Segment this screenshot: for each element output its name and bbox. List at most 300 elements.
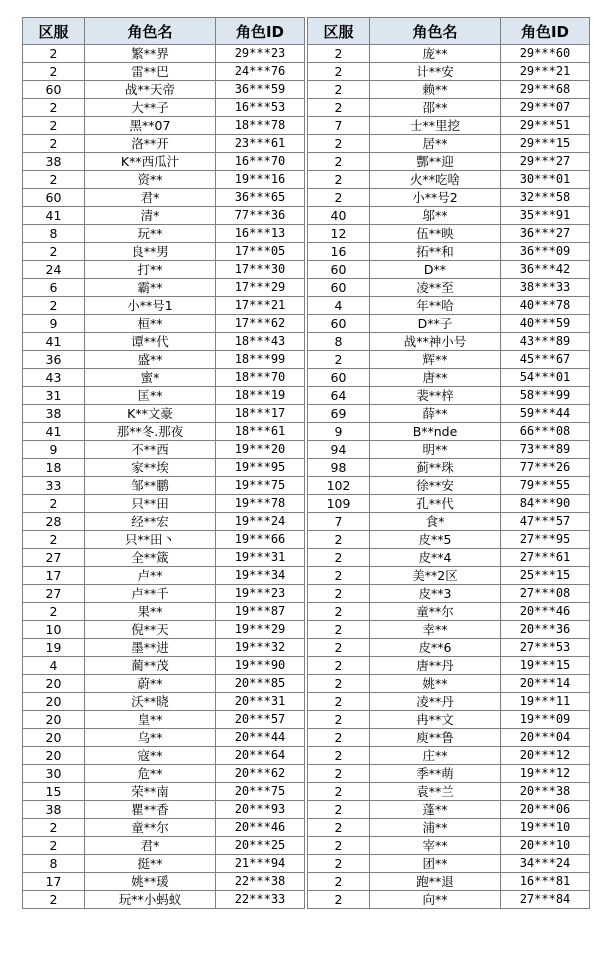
region-cell: 2 [23,45,85,63]
table-row [23,603,305,621]
table-row [308,333,590,351]
table-row [308,459,590,477]
role-name-cell: 幸** [370,621,501,639]
table-row [23,423,305,441]
table-row [23,729,305,747]
role-name-cell: 果** [85,603,216,621]
role-id-cell: 18***43 [216,333,305,351]
region-cell: 2 [308,639,370,657]
role-name-cell: 食* [370,513,501,531]
role-name-cell: 卢**千 [85,585,216,603]
role-name-cell: 经**宏 [85,513,216,531]
role-id-cell: 35***91 [501,207,590,225]
region-cell: 2 [308,171,370,189]
region-cell: 38 [23,801,85,819]
role-id-cell: 29***68 [501,81,590,99]
role-id-cell: 29***23 [216,45,305,63]
region-cell: 2 [23,171,85,189]
table-row [23,117,305,135]
region-cell: 98 [308,459,370,477]
role-name-cell: 居** [370,135,501,153]
region-cell: 40 [308,207,370,225]
role-id-cell: 19***11 [501,693,590,711]
role-id-cell: 19***34 [216,567,305,585]
table-row [308,387,590,405]
role-name-cell: 赖** [370,81,501,99]
table-row [308,171,590,189]
table-row [23,675,305,693]
role-name-cell: 良**男 [85,243,216,261]
role-name-cell: 黑**07 [85,117,216,135]
table-row [308,549,590,567]
role-name-cell: 卢** [85,567,216,585]
role-name-cell: 倪**天 [85,621,216,639]
role-id-cell: 20***36 [501,621,590,639]
region-cell: 28 [23,513,85,531]
region-cell: 33 [23,477,85,495]
table-row [23,639,305,657]
table-row [23,153,305,171]
table-row [308,405,590,423]
region-cell: 20 [23,747,85,765]
region-cell: 27 [23,585,85,603]
table-row [23,693,305,711]
role-id-cell: 16***70 [216,153,305,171]
region-cell: 20 [23,675,85,693]
header-row [23,18,305,45]
role-name-cell: 只**田丶 [85,531,216,549]
role-id-cell: 20***12 [501,747,590,765]
role-name-cell: 乌** [85,729,216,747]
region-cell: 12 [308,225,370,243]
role-name-cell: 雷**巴 [85,63,216,81]
role-name-cell: 清* [85,207,216,225]
role-name-cell: 姚**瑗 [85,873,216,891]
table-row [23,297,305,315]
role-name-cell: 辉** [370,351,501,369]
role-name-cell: 蔚** [85,675,216,693]
header-region: 区服 [23,18,85,45]
role-id-cell: 20***75 [216,783,305,801]
table-row [308,315,590,333]
role-name-cell: 团** [370,855,501,873]
role-name-cell: 君* [85,189,216,207]
region-cell: 9 [308,423,370,441]
role-id-cell: 54***01 [501,369,590,387]
role-id-cell: 36***09 [501,243,590,261]
role-id-cell: 27***53 [501,639,590,657]
region-cell: 2 [23,531,85,549]
role-id-cell: 36***59 [216,81,305,99]
region-cell: 2 [308,189,370,207]
header-row [308,18,590,45]
role-name-cell: 计**安 [370,63,501,81]
region-cell: 2 [308,567,370,585]
table-row [23,891,305,909]
role-id-cell: 77***26 [501,459,590,477]
role-id-cell: 47***57 [501,513,590,531]
role-name-cell: 凌**丹 [370,693,501,711]
role-name-cell: 宰** [370,837,501,855]
role-name-cell: 美**2区 [370,567,501,585]
table-row [308,243,590,261]
header-role-id: 角色ID [501,18,590,45]
region-cell: 60 [23,189,85,207]
table-row [23,765,305,783]
region-cell: 2 [308,873,370,891]
region-cell: 2 [308,657,370,675]
role-id-cell: 16***13 [216,225,305,243]
region-cell: 109 [308,495,370,513]
region-cell: 60 [23,81,85,99]
table-row [23,819,305,837]
table-row [23,567,305,585]
role-name-cell: 庄** [370,747,501,765]
role-name-cell: 酆**迎 [370,153,501,171]
role-name-cell: 火**吃啥 [370,171,501,189]
role-id-cell: 18***78 [216,117,305,135]
role-id-cell: 29***27 [501,153,590,171]
table-row [23,477,305,495]
table-row [23,225,305,243]
role-name-cell: 霸** [85,279,216,297]
role-id-cell: 77***36 [216,207,305,225]
region-cell: 15 [23,783,85,801]
region-cell: 2 [308,837,370,855]
table-row [308,801,590,819]
table-row [23,207,305,225]
table-row [23,171,305,189]
table-row [308,603,590,621]
role-id-cell: 20***25 [216,837,305,855]
region-cell: 7 [308,117,370,135]
role-id-cell: 18***99 [216,351,305,369]
role-name-cell: 孔**代 [370,495,501,513]
role-name-cell: 皇** [85,711,216,729]
role-id-cell: 20***04 [501,729,590,747]
table-row [308,783,590,801]
table-row [308,63,590,81]
region-cell: 41 [23,207,85,225]
role-id-cell: 19***66 [216,531,305,549]
role-name-cell: D** [370,261,501,279]
role-id-cell: 30***01 [501,171,590,189]
region-cell: 2 [308,747,370,765]
role-name-cell: 邹**鹏 [85,477,216,495]
region-cell: 41 [23,423,85,441]
role-name-cell: B**nde [370,423,501,441]
region-cell: 41 [23,333,85,351]
table-row [308,369,590,387]
region-cell: 2 [308,693,370,711]
table-row [308,189,590,207]
role-name-cell: 瞿**香 [85,801,216,819]
role-name-cell: 年**哈 [370,297,501,315]
role-name-cell: 裴**梓 [370,387,501,405]
role-name-cell: 繁**界 [85,45,216,63]
role-name-cell: 蓟**珠 [370,459,501,477]
role-id-cell: 20***85 [216,675,305,693]
table-row [308,639,590,657]
role-name-cell: 唐** [370,369,501,387]
region-cell: 9 [23,441,85,459]
region-cell: 2 [23,297,85,315]
role-id-cell: 19***12 [501,765,590,783]
role-id-cell: 27***95 [501,531,590,549]
region-cell: 2 [308,783,370,801]
role-name-cell: 蔺**茂 [85,657,216,675]
role-name-cell: 君* [85,837,216,855]
role-name-cell: 桓** [85,315,216,333]
table-row [308,225,590,243]
table-row [308,45,590,63]
table-row [308,135,590,153]
region-cell: 18 [23,459,85,477]
role-id-cell: 22***38 [216,873,305,891]
table-row [23,189,305,207]
region-cell: 2 [23,135,85,153]
role-id-cell: 36***27 [501,225,590,243]
table-row [308,693,590,711]
role-id-cell: 29***21 [501,63,590,81]
role-name-cell: 童**尔 [370,603,501,621]
region-cell: 30 [23,765,85,783]
role-id-cell: 19***78 [216,495,305,513]
role-name-cell: 只**田 [85,495,216,513]
role-name-cell: 盛** [85,351,216,369]
table-row [308,729,590,747]
role-id-cell: 40***59 [501,315,590,333]
role-name-cell: 寇** [85,747,216,765]
role-id-cell: 21***94 [216,855,305,873]
table-row [308,423,590,441]
region-cell: 20 [23,711,85,729]
table-row [23,81,305,99]
table-row [23,45,305,63]
region-cell: 24 [23,261,85,279]
table-row [23,549,305,567]
role-name-cell: 小**号1 [85,297,216,315]
table-row [308,351,590,369]
table-row [308,513,590,531]
role-id-cell: 29***07 [501,99,590,117]
table-row [23,441,305,459]
role-id-cell: 17***30 [216,261,305,279]
role-id-cell: 59***44 [501,405,590,423]
region-cell: 2 [308,855,370,873]
role-id-cell: 20***46 [501,603,590,621]
table-row [308,711,590,729]
table-row [308,531,590,549]
role-name-cell: 跑**退 [370,873,501,891]
role-id-cell: 79***55 [501,477,590,495]
role-id-cell: 17***21 [216,297,305,315]
table-row [23,459,305,477]
role-id-cell: 45***67 [501,351,590,369]
table-row [308,765,590,783]
role-id-cell: 19***31 [216,549,305,567]
role-name-cell: 皮**4 [370,549,501,567]
table-row [23,513,305,531]
role-id-cell: 20***93 [216,801,305,819]
role-id-cell: 20***64 [216,747,305,765]
role-name-cell: 拓**和 [370,243,501,261]
table-row [23,315,305,333]
role-name-cell: 童**尔 [85,819,216,837]
table-row [308,567,590,585]
table-row [308,99,590,117]
role-name-cell: 凌**至 [370,279,501,297]
table-row [308,297,590,315]
role-id-cell: 29***51 [501,117,590,135]
region-cell: 2 [23,99,85,117]
role-id-cell: 84***90 [501,495,590,513]
region-cell: 2 [308,531,370,549]
table-row [308,495,590,513]
role-name-cell: 匡** [85,387,216,405]
role-name-cell: 庞** [370,45,501,63]
region-cell: 2 [23,495,85,513]
table-row [23,135,305,153]
region-cell: 36 [23,351,85,369]
region-cell: 2 [308,135,370,153]
table-row [308,657,590,675]
region-cell: 31 [23,387,85,405]
region-cell: 17 [23,873,85,891]
role-table-left [22,17,305,909]
role-table-right [307,17,590,909]
region-cell: 2 [308,621,370,639]
role-id-cell: 17***29 [216,279,305,297]
role-name-cell: 战**天帝 [85,81,216,99]
role-id-cell: 20***44 [216,729,305,747]
role-id-cell: 24***76 [216,63,305,81]
region-cell: 4 [308,297,370,315]
table-row [308,117,590,135]
table-row [308,585,590,603]
role-name-cell: 打** [85,261,216,279]
role-id-cell: 29***60 [501,45,590,63]
region-cell: 2 [23,603,85,621]
role-name-cell: 玩** [85,225,216,243]
role-id-cell: 34***24 [501,855,590,873]
role-name-cell: 谭**代 [85,333,216,351]
region-cell: 2 [23,837,85,855]
table-row [23,351,305,369]
role-id-cell: 20***38 [501,783,590,801]
table-row [308,81,590,99]
role-name-cell: 庾**鲁 [370,729,501,747]
region-cell: 8 [23,225,85,243]
role-name-cell: 向** [370,891,501,909]
table-row [23,855,305,873]
role-name-cell: 徐**安 [370,477,501,495]
region-cell: 17 [23,567,85,585]
role-id-cell: 20***46 [216,819,305,837]
role-id-cell: 19***87 [216,603,305,621]
table-row [23,279,305,297]
region-cell: 60 [308,369,370,387]
role-name-cell: 全**箴 [85,549,216,567]
header-region: 区服 [308,18,370,45]
role-id-cell: 19***16 [216,171,305,189]
table-row [23,261,305,279]
table-row [308,279,590,297]
role-id-cell: 27***08 [501,585,590,603]
table-row [308,477,590,495]
role-name-cell: 战**神小号 [370,333,501,351]
region-cell: 2 [308,99,370,117]
region-cell: 2 [308,549,370,567]
role-id-cell: 20***10 [501,837,590,855]
role-id-cell: 27***84 [501,891,590,909]
role-id-cell: 20***57 [216,711,305,729]
region-cell: 27 [23,549,85,567]
role-id-cell: 20***06 [501,801,590,819]
region-cell: 2 [308,801,370,819]
region-cell: 60 [308,261,370,279]
role-name-cell: K**文豪 [85,405,216,423]
header-role-name: 角色名 [370,18,501,45]
region-cell: 2 [308,81,370,99]
table-row [308,873,590,891]
table-row [23,387,305,405]
region-cell: 2 [308,711,370,729]
table-row [23,747,305,765]
role-name-cell: 薛** [370,405,501,423]
table-row [308,261,590,279]
role-name-cell: D**子 [370,315,501,333]
role-name-cell: 资** [85,171,216,189]
table-row [308,207,590,225]
role-id-cell: 17***05 [216,243,305,261]
role-id-cell: 43***89 [501,333,590,351]
region-cell: 2 [308,891,370,909]
role-id-cell: 17***62 [216,315,305,333]
role-id-cell: 19***90 [216,657,305,675]
region-cell: 4 [23,657,85,675]
table-row [308,153,590,171]
region-cell: 2 [23,117,85,135]
table-row [23,369,305,387]
role-id-cell: 19***75 [216,477,305,495]
role-id-cell: 23***61 [216,135,305,153]
role-id-cell: 16***81 [501,873,590,891]
role-name-cell: 姚** [370,675,501,693]
table-row [308,675,590,693]
role-id-cell: 19***15 [501,657,590,675]
role-id-cell: 19***32 [216,639,305,657]
region-cell: 38 [23,405,85,423]
role-name-cell: 邵** [370,99,501,117]
table-row [308,837,590,855]
role-id-cell: 36***42 [501,261,590,279]
role-id-cell: 32***58 [501,189,590,207]
region-cell: 2 [308,819,370,837]
role-id-cell: 20***31 [216,693,305,711]
role-id-cell: 73***89 [501,441,590,459]
region-cell: 43 [23,369,85,387]
role-id-cell: 58***99 [501,387,590,405]
table-row [23,585,305,603]
role-name-cell: 荣**南 [85,783,216,801]
region-cell: 19 [23,639,85,657]
table-row [308,441,590,459]
role-name-cell: 那**冬.那夜 [85,423,216,441]
region-cell: 38 [23,153,85,171]
table-row [23,873,305,891]
table-row [23,333,305,351]
